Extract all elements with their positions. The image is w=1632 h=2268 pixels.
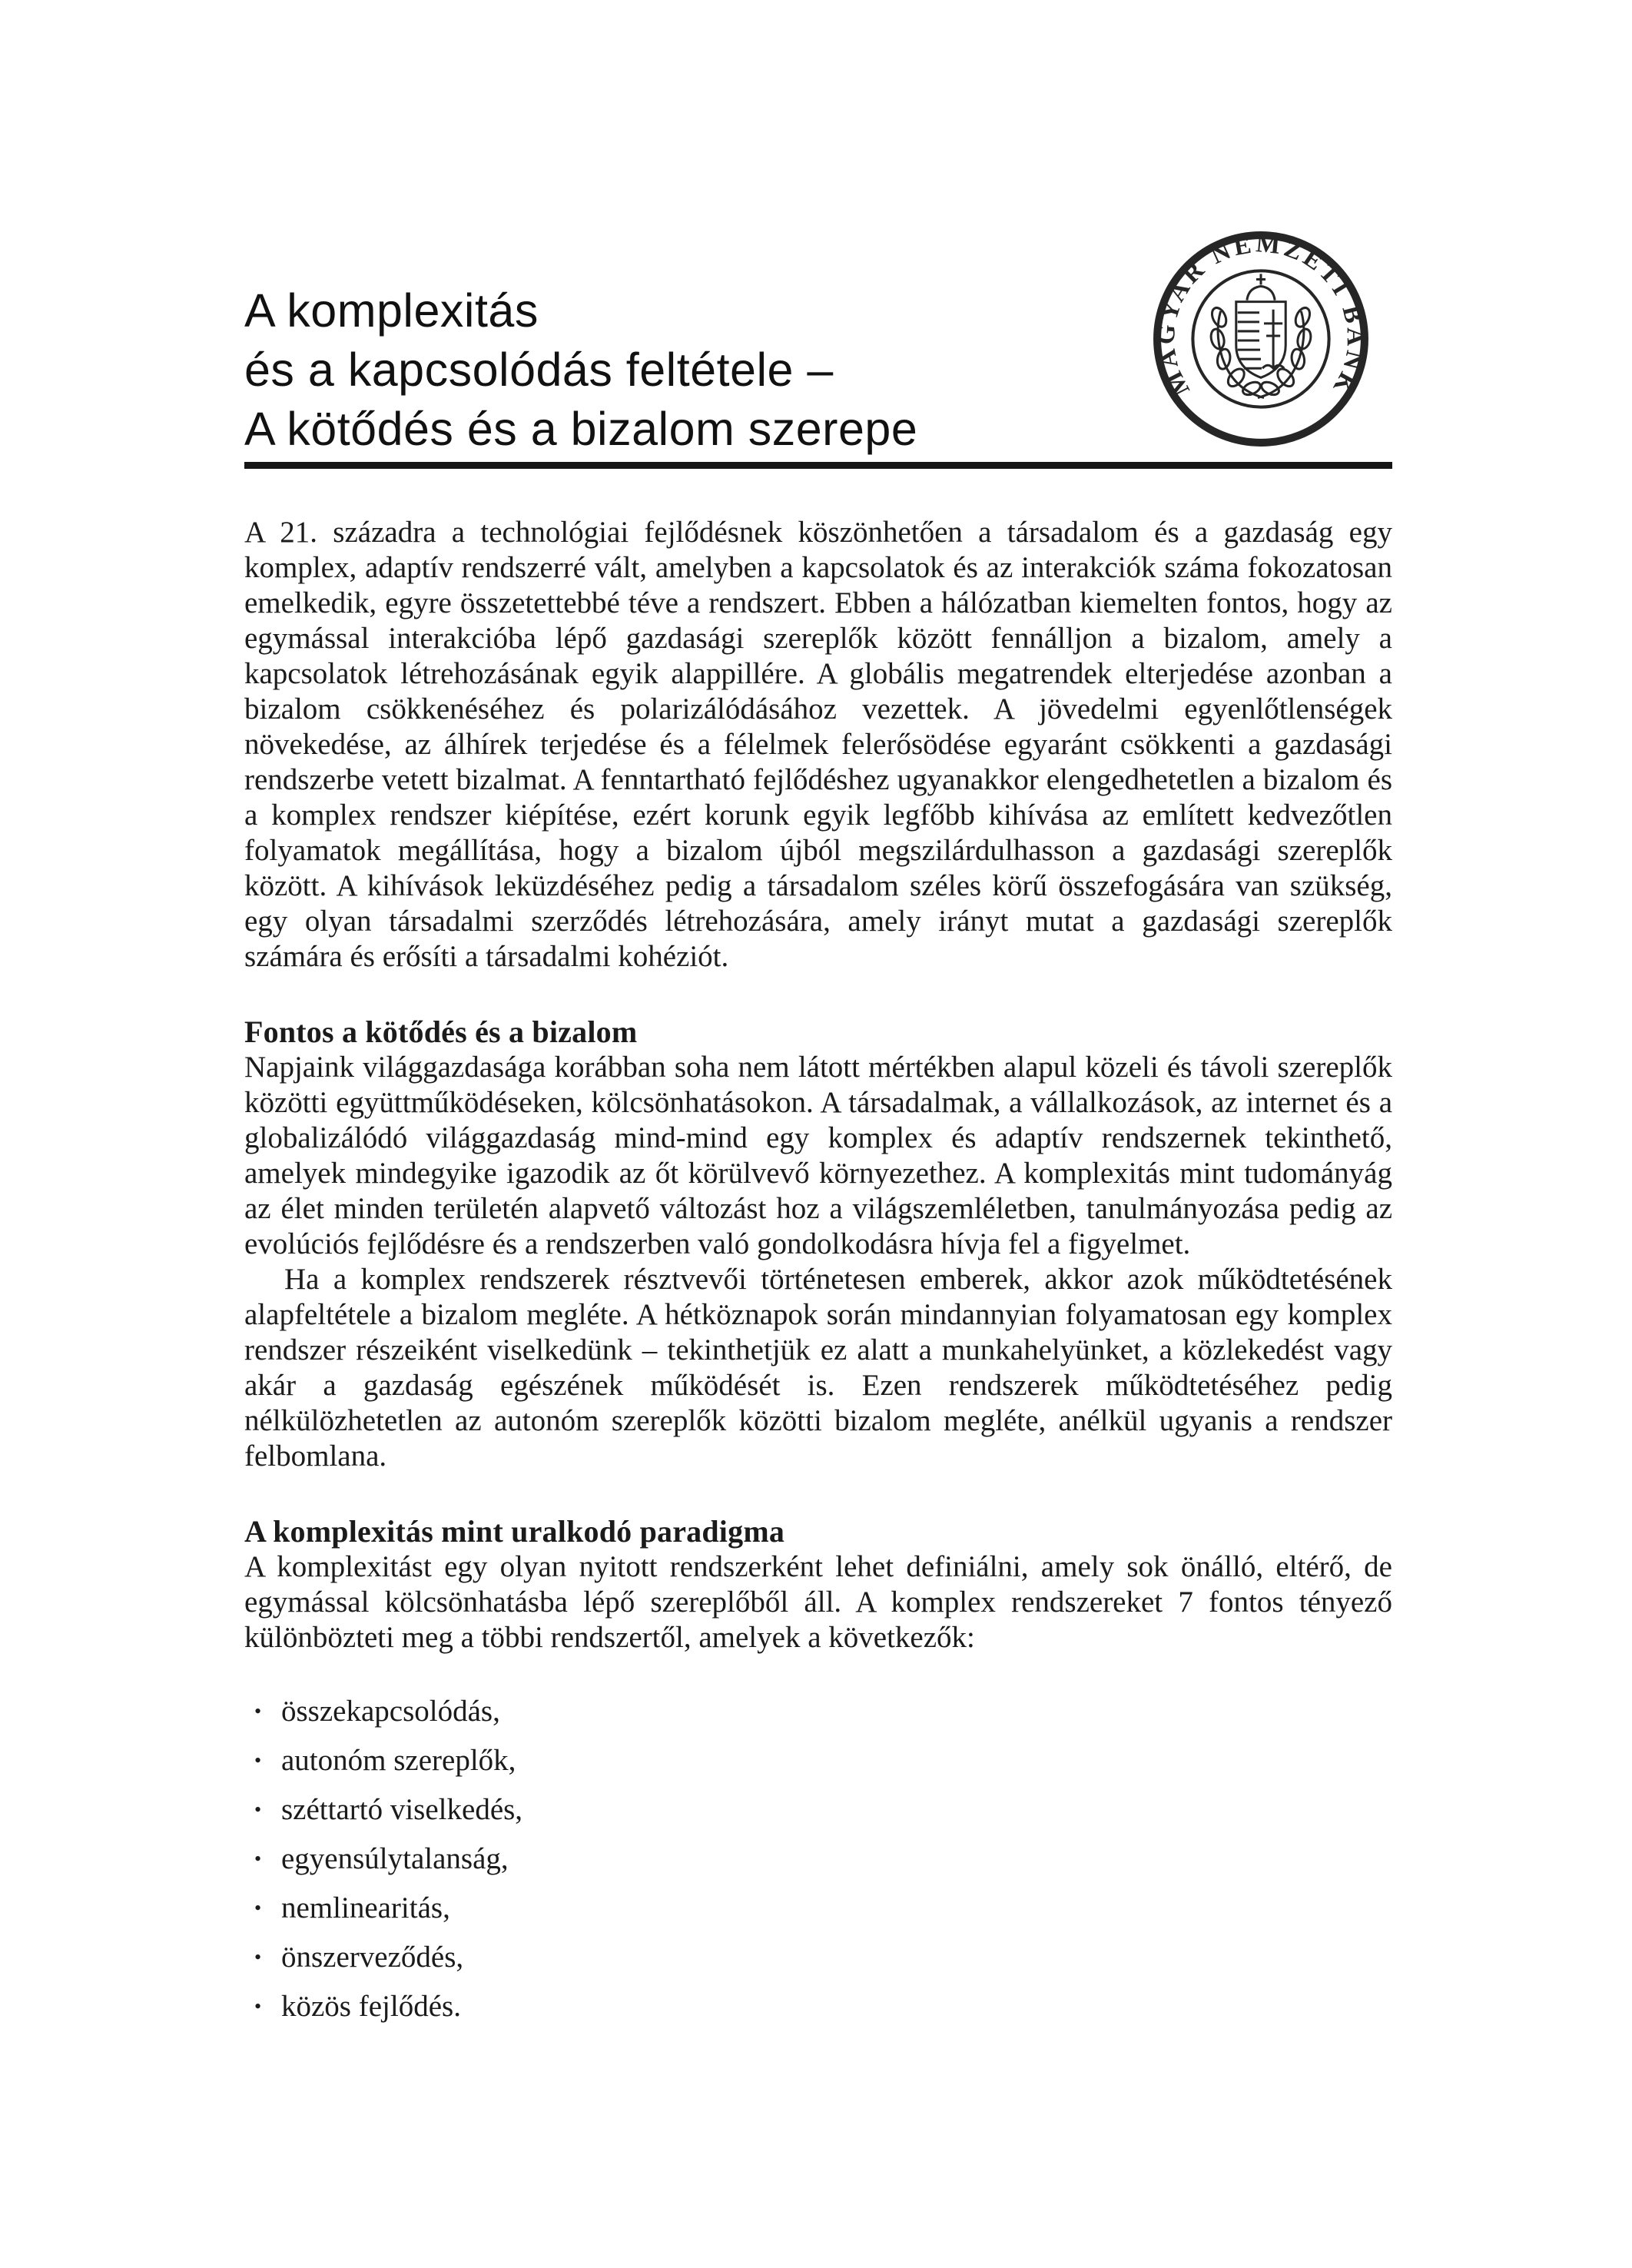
title-divider-rule — [244, 462, 1392, 469]
bullet-icon: • — [254, 1995, 262, 2017]
page-title — [244, 281, 1166, 459]
list-item-label: autonóm szereplők, — [281, 1744, 516, 1777]
bullet-icon: • — [254, 1848, 262, 1870]
list-item — [244, 1891, 1392, 1926]
mnb-seal-icon — [1148, 226, 1374, 452]
svg-text:MAGYAR NEMZETI BANK — [1152, 229, 1370, 401]
list-item — [244, 1841, 1392, 1877]
paragraph: Napjaink világgazdasága korábban soha nem látott mértékben alapul közeli és távoli szereplők közötti együttműködéseken, kölcsönhatásokon. A társadalmak, a vállalkozások, az internet és a globalizálódó világgazdaság mind-mind egy komplex és adaptív rendszernek tekinthető, amelyek mindegyike igazodik az őt körülvevő környezethez. A komplexitás mint tudományág az élet minden területén alapvető változást hoz a világszemléletben, tanulmányozása pedig az evolúciós fejlődésre és a rendszerben való gondolkodásra hívja fel a figyelmet. — [244, 1051, 1392, 1260]
page-title-line-3: A kötődés és a bizalom szerepe — [244, 403, 918, 455]
list-item-label: önszerveződés, — [281, 1941, 464, 1974]
section-heading-kotodes-bizalom: Fontos a kötődés és a bizalom — [244, 1014, 638, 1049]
list-item — [244, 1940, 1392, 1975]
paragraph: Ha a komplex rendszerek résztvevői történetesen emberek, akkor azok működtetésének alapfeltétele a bizalom megléte. A hétköznapok során mindannyian folyamatosan egy komplex rendszer részeiként viselkedünk – tekinthetjük ez alatt a munkahelyünket, a közlekedést vagy akár a gazdaság egészének működését is. Ezen rendszerek működtetéséhez pedig nélkülözhetetlen az autonóm szereplők közötti bizalom megléte, anélkül ugyanis a rendszer felbomlana. — [244, 1263, 1392, 1473]
list-item — [244, 1743, 1392, 1778]
intro-paragraph: A 21. századra a technológiai fejlődésnek köszönhetően a társadalom és a gazdaság egy komplex, adaptív rendszerré vált, amelyben a kapcsolatok és az interakciók száma fokozatosan emelkedik, egyre összetettebbé téve a rendszert. Ebben a hálózatban kiemelten fontos, hogy az egymással interakcióba lépő gazdasági szereplők között fennálljon a bizalom, amely a kapcsolatok létrehozásának egyik alappillére. A globális megatrendek elterjedése azonban a bizalom csökkenéséhez és polarizálódásához vezettek. A jövedelmi egyenlőtlenségek növekedése, az álhírek terjedése és a félelmek felerősödése egyaránt csökkenti a gazdasági rendszerbe vetett bizalmat. A fenntartható fejlődéshez ugyanakkor elengedhetetlen a bizalom és a komplex rendszer kiépítése, ezért korunk egyik legfőbb kihívása az említett kedvezőtlen folyamatok megállítása, hogy a bizalom újból megszilárdulhasson a gazdasági szereplők között. A kihívások leküzdéséhez pedig a társadalom széles körű összefogására van szükség, egy olyan társadalmi szerződés létrehozására, amely irányt mutat a gazdasági szereplők számára és erősíti a társadalmi kohéziót. — [244, 516, 1392, 973]
seal-ring-text: MAGYAR NEMZETI BANK — [1151, 229, 1370, 402]
bullet-icon: • — [254, 1897, 262, 1919]
list-item — [244, 1989, 1392, 2024]
bullet-icon: • — [254, 1700, 262, 1722]
page-title-line-1: A komplexitás — [244, 284, 539, 337]
list-item — [244, 1694, 1392, 1729]
bullet-icon: • — [254, 1749, 262, 1772]
bullet-icon: • — [254, 1946, 262, 1968]
list-item-label: egyensúlytalanság, — [281, 1842, 509, 1875]
list-item — [244, 1792, 1392, 1828]
body-content — [244, 515, 1392, 2038]
bullet-icon: • — [254, 1798, 262, 1821]
paragraph: A komplexitást egy olyan nyitott rendszerként lehet definiálni, amely sok önálló, eltérő, de egymással kölcsönhatásba lépő szereplőből áll. A komplex rendszereket 7 fontos tényező különbözteti meg a többi rendszertől, amelyek a következők: — [244, 1550, 1392, 1654]
list-item-label: közös fejlődés. — [281, 1990, 461, 2023]
page-title-line-2: és a kapcsolódás feltétele – — [244, 344, 834, 396]
list-item-label: nemlinearitás, — [281, 1891, 450, 1924]
list-item-label: összekapcsolódás, — [281, 1695, 500, 1728]
coat-of-arms — [1236, 274, 1285, 377]
laurel-branches — [1209, 306, 1312, 398]
mnb-seal-logo — [1148, 226, 1374, 452]
list-item-label: széttartó viselkedés, — [281, 1793, 523, 1826]
section-heading-uralkodo-paradigma: A komplexitás mint uralkodó paradigma — [244, 1514, 785, 1549]
complexity-traits-list — [244, 1694, 1392, 2024]
